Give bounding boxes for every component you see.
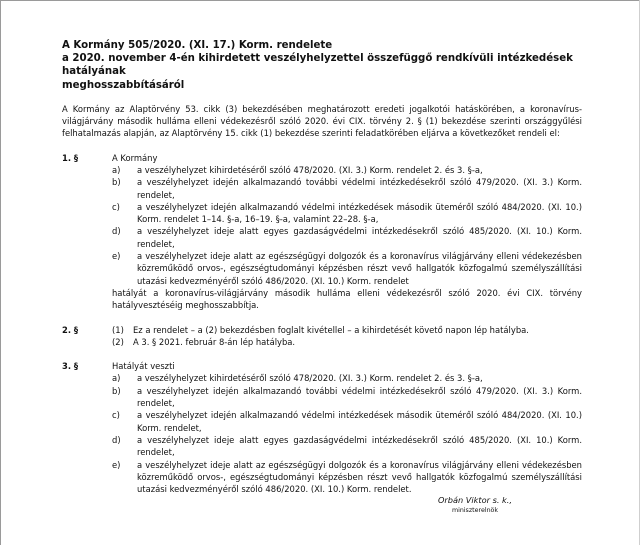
section-1-number: 1. §: [62, 152, 79, 163]
item-letter: d): [112, 226, 121, 237]
paragraph-number: (1): [112, 324, 124, 335]
section-1-item: [112, 250, 582, 287]
page-border-left: [0, 0, 1, 545]
item-text: a veszélyhelyzet idején alkalmazandó védelmi intézkedések második üteméről szóló 484/2020. (XI. 10.) Korm. rendelet 1–14. §-a, 16–19. §-a, valamint 22–28. §-a,: [137, 201, 582, 225]
section-2-body: [112, 324, 582, 349]
section-2-paragraph: [112, 336, 582, 348]
paragraph-text: Ez a rendelet – a (2) bekezdésben foglalt kivétellel – a kihirdetését követő napon lép hatályba.: [133, 324, 529, 335]
section-3-heading: Hatályát veszti: [112, 361, 175, 372]
section-3: [62, 360, 582, 495]
section-2-number: 2. §: [62, 324, 79, 335]
decree-document: [62, 39, 582, 495]
signatory-title: miniszterelnök: [451, 507, 499, 514]
item-letter: a): [112, 373, 121, 384]
section-3-item: [112, 434, 582, 459]
preamble: A Kormány az Alaptörvény 53. cikk (3) bekezdésében meghatározott eredeti jogalkotói hatáskörében, a koronavírus-világjárvány második hulláma elleni védekezésről szóló 2020. évi CIX. törvény 2. § (1) bekezdése szerinti országgyűlési felhatalmazás alapján, az Alaptörvény 15. cikk (1) bekezdése szerinti feladatkörében eljárva a következőket rendeli el:: [62, 103, 582, 139]
section-1-item: [112, 164, 582, 176]
page-border-top: [0, 0, 640, 1]
section-3-body: [112, 360, 582, 495]
item-text: a veszélyhelyzet idején alkalmazandó további védelmi intézkedésekről szóló 479/2020. (XI. 3.) Korm. rendelet,: [137, 385, 582, 409]
signatory-name: Orbán Viktor s. k.,: [437, 495, 513, 505]
item-text: a veszélyhelyzet ideje alatt egyes gazdaságvédelmi intézkedésekről szóló 485/2020. (XI. 10.) Korm. rendelet,: [137, 434, 582, 458]
section-2-paragraph: [112, 324, 582, 336]
item-letter: e): [112, 459, 121, 470]
paragraph-number: (2): [112, 336, 124, 347]
item-text: a veszélyhelyzet kihirdetéséről szóló 478/2020. (XI. 3.) Korm. rendelet 2. és 3. §-a,: [137, 373, 483, 384]
section-1: [62, 152, 582, 312]
item-letter: b): [112, 177, 121, 188]
item-text: a veszélyhelyzet kihirdetéséről szóló 478/2020. (XI. 3.) Korm. rendelet 2. és 3. §-a,: [137, 165, 483, 175]
item-letter: d): [112, 434, 121, 445]
section-1-item: [112, 225, 582, 250]
item-text: a veszélyhelyzet ideje alatt az egészségügyi dolgozók és a koronavírus világjárvány elleni védekezésben közreműködő orvos-, egészségtudományi képzésben részt vevő hallgatók közfogalmú személyszállítási utazási kedvezményéről szóló 486/2020. (XI. 10.) Korm. rendelet: [137, 251, 582, 286]
signature-block: [420, 495, 530, 515]
decree-title: [62, 39, 582, 92]
section-3-item: [112, 372, 582, 384]
item-letter: a): [112, 165, 121, 175]
title-line-3: meghosszabbításáról: [62, 79, 185, 91]
section-2: [62, 324, 582, 349]
section-3-item: [112, 385, 582, 410]
section-1-item: [112, 176, 582, 201]
title-line-1: A Kormány 505/2020. (XI. 17.) Korm. rendelete: [62, 40, 333, 51]
section-3-item: [112, 409, 582, 434]
item-text: a veszélyhelyzet idején alkalmazandó további védelmi intézkedésekről szóló 479/2020. (XI. 3.) Korm. rendelet,: [137, 177, 582, 200]
item-letter: e): [112, 251, 121, 262]
paragraph-text: A 3. § 2021. február 8-án lép hatályba.: [133, 336, 296, 347]
item-text: a veszélyhelyzet ideje alatt egyes gazdaságvédelmi intézkedésekről szóló 485/2020. (XI. 10.) Korm. rendelet,: [137, 226, 582, 249]
section-3-number: 3. §: [62, 361, 79, 372]
section-1-closing: hatályát a koronavírus-világjárvány második hulláma elleni védekezésről szóló 2020. évi CIX. törvény hatályvesztéséig meghosszabbítja.: [112, 287, 582, 311]
section-1-heading: A Kormány: [112, 152, 158, 163]
item-text: a veszélyhelyzet ideje alatt az egészségügyi dolgozók és a koronavírus világjárvány elleni védekezésben közreműködő orvos-, egészségtudományi képzésben részt vevő hallgatók közfogalmú személyszállítási utazási kedvezményéről szóló 486/2020. (XI. 10.) Korm. rendelet.: [137, 459, 582, 495]
item-letter: c): [112, 410, 120, 421]
item-letter: c): [112, 201, 120, 212]
item-letter: b): [112, 385, 121, 396]
section-3-item: [112, 459, 582, 496]
title-line-2: a 2020. november 4-én kihirdetett veszélyhelyzettel összefüggő rendkívüli intézkedések hatályának: [62, 53, 573, 78]
item-text: a veszélyhelyzet idején alkalmazandó védelmi intézkedések második üteméről szóló 484/2020. (XI. 10.) Korm. rendelet,: [137, 410, 582, 433]
section-1-item: [112, 201, 582, 226]
section-1-body: [112, 152, 582, 312]
